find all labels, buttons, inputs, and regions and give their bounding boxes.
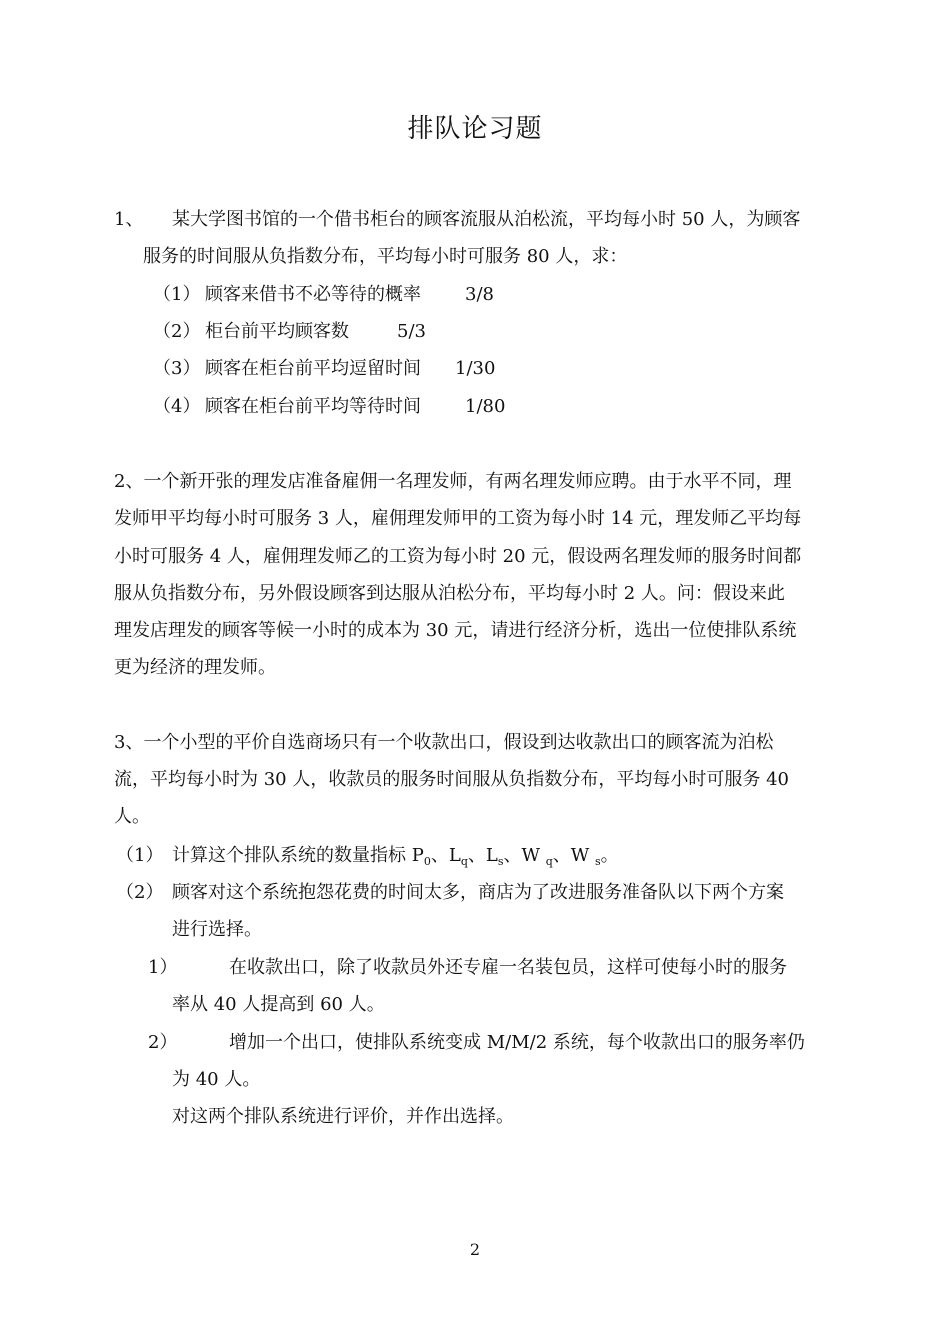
q1-item-3-text: 顾客在柜台前平均逗留时间 xyxy=(205,358,421,379)
indicator-ws: W $_s$ xyxy=(570,845,601,868)
q3-part2-line-2: 进行选择。 xyxy=(172,919,262,940)
q3-line-1: 3、一个小型的平价自选商场只有一个收款出口，假设到达收款出口的顾客流为泊松 xyxy=(114,732,774,753)
q3-part1-prefix: 计算这个排队系统的数量指标 xyxy=(172,845,412,866)
q3-part2-line-1: 顾客对这个系统抱怨花费的时间太多，商店为了改进服务准备队以下两个方案 xyxy=(172,882,784,903)
indicator-p0: $P_0$ xyxy=(411,845,431,868)
indicator-ls: $L_s$ xyxy=(485,845,504,868)
q3-option1-label: 1） xyxy=(148,957,178,978)
q1-item-4-label: （4） xyxy=(153,396,201,417)
indicator-lq: $L_q$ xyxy=(448,845,468,868)
q3-part1-label: （1） xyxy=(116,845,164,866)
page-title: 排队论习题 xyxy=(407,114,543,144)
q1-line-1: 某大学图书馆的一个借书柜台的顾客流服从泊松流，平均每小时 50 人，为顾客 xyxy=(172,209,801,230)
q2-line-2: 发师甲平均每小时可服务 3 人，雇佣理发师甲的工资为每小时 14 元，理发师乙平均每 xyxy=(114,508,802,529)
q3-option2-line-2: 为 40 人。 xyxy=(172,1069,261,1090)
q1-item-4-answer: 1/80 xyxy=(465,396,506,417)
q1-item-3-label: （3） xyxy=(153,358,201,379)
page-number: 2 xyxy=(469,1240,481,1259)
q2-line-1: 2、一个新开张的理发店准备雇佣一名理发师，有两名理发师应聘。由于水平不同，理 xyxy=(114,471,792,492)
q1-item-1-label: （1） xyxy=(153,284,201,305)
q3-line-2: 流，平均每小时为 30 人，收款员的服务时间服从负指数分布，平均每小时可服务 40 xyxy=(114,769,789,790)
q3-line-3: 人。 xyxy=(114,806,150,827)
q2-line-6: 更为经济的理发师。 xyxy=(114,657,276,678)
q3-option1-line-1: 在收款出口，除了收款员外还专雇一名装包员，这样可使每小时的服务 xyxy=(229,957,787,978)
q3-option2-line-1: 增加一个出口，使排队系统变成 M/M/2 系统，每个收款出口的服务率仍 xyxy=(229,1032,805,1053)
q1-item-4-text: 顾客在柜台前平均等待时间 xyxy=(205,396,421,417)
q3-closing: 对这两个排队系统进行评价，并作出选择。 xyxy=(172,1106,514,1127)
q1-item-1-text: 顾客来借书不必等待的概率 xyxy=(205,284,421,305)
q2-line-4: 服从负指数分布，另外假设顾客到达服从泊松分布，平均每小时 2 人。问：假设来此 xyxy=(114,583,785,604)
q1-item-2-answer: 5/3 xyxy=(397,321,426,342)
q3-part1-text: 计算这个排队系统的数量指标 $P_0$、$L_q$、$L_s$、W $_q$、W $_s$。 xyxy=(172,845,619,868)
q1-item-3-answer: 1/30 xyxy=(455,358,496,379)
q1-number: 1、 xyxy=(114,209,144,230)
q3-option2-label: 2） xyxy=(148,1032,178,1053)
q1-item-2-text: 柜台前平均顾客数 xyxy=(205,321,349,342)
indicator-wq: W $_q$ xyxy=(521,845,553,868)
q1-line-2: 服务的时间服从负指数分布，平均每小时可服务 80 人，求： xyxy=(143,246,628,267)
q2-line-5: 理发店理发的顾客等候一小时的成本为 30 元，请进行经济分析，选出一位使排队系统 xyxy=(114,620,797,641)
q2-line-3: 小时可服务 4 人，雇佣理发师乙的工资为每小时 20 元，假设两名理发师的服务时间都 xyxy=(114,546,802,567)
q3-part2-label: （2） xyxy=(116,882,164,903)
q1-item-2-label: （2） xyxy=(153,321,201,342)
q3-option1-line-2: 率从 40 人提高到 60 人。 xyxy=(172,994,385,1015)
q1-item-1-answer: 3/8 xyxy=(465,284,494,305)
